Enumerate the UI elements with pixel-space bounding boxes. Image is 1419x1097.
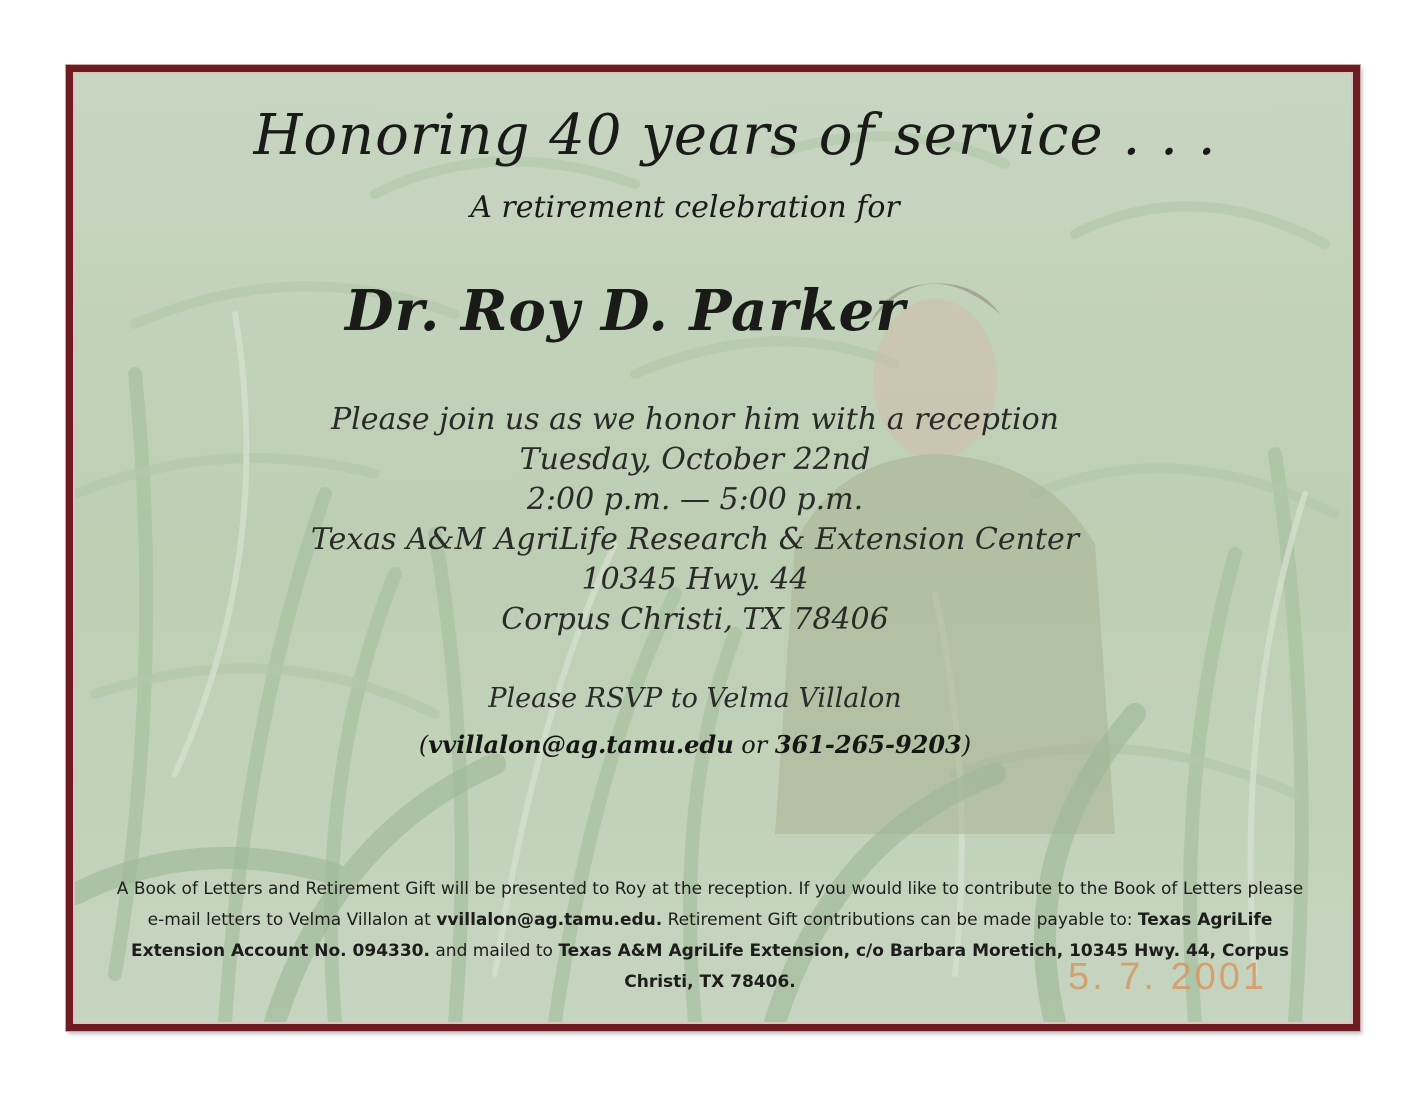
venue-name: Texas A&M AgriLife Research & Extension Center <box>310 522 1080 557</box>
venue-street: 10345 Hwy. 44 <box>581 562 809 597</box>
contact-or: or <box>733 731 775 759</box>
note-text-1: A Book of Letters and Retirement Gift will be presented to Roy at the reception. If you would like to contribute to the Book of Letters please e-mail letters to Velma Villalon at <box>116 879 1304 930</box>
invitation-line: Please join us as we honor him with a reception <box>331 402 1059 437</box>
note-text-3: and mailed to <box>429 941 559 961</box>
reception-details <box>0 400 1390 640</box>
photo-date-stamp: 5. 7. 2001 <box>1068 956 1268 998</box>
reception-date: Tuesday, October 22nd <box>519 442 871 477</box>
headline: Honoring 40 years of service . . . <box>253 103 1217 168</box>
honoree-name: Dr. Roy D. Parker <box>345 278 906 344</box>
rsvp-contact <box>0 730 1390 759</box>
note-email-link[interactable]: vvillalon@ag.tamu.edu. <box>436 910 663 930</box>
contact-close-paren: ) <box>961 731 972 759</box>
rsvp-phone: 361-265-9203 <box>774 730 962 759</box>
rsvp-line: Please RSVP to Velma Villalon <box>488 683 902 714</box>
reception-time: 2:00 p.m. — 5:00 p.m. <box>526 482 864 517</box>
rsvp-email-link[interactable]: vvillalon@ag.tamu.edu <box>428 730 734 759</box>
venue-city: Corpus Christi, TX 78406 <box>501 602 889 637</box>
mailing-address: Texas A&M AgriLife Extension, c/o Barbara Moretich, 10345 Hwy. 44, Corpus Christi, TX 78406. <box>558 941 1289 992</box>
contact-open-paren: ( <box>418 731 429 759</box>
note-text-2: Retirement Gift contributions can be made payable to: <box>662 910 1138 930</box>
gift-account: Texas AgriLife Extension Account No. 094330. <box>131 910 1273 961</box>
subheadline: A retirement celebration for <box>470 190 900 225</box>
